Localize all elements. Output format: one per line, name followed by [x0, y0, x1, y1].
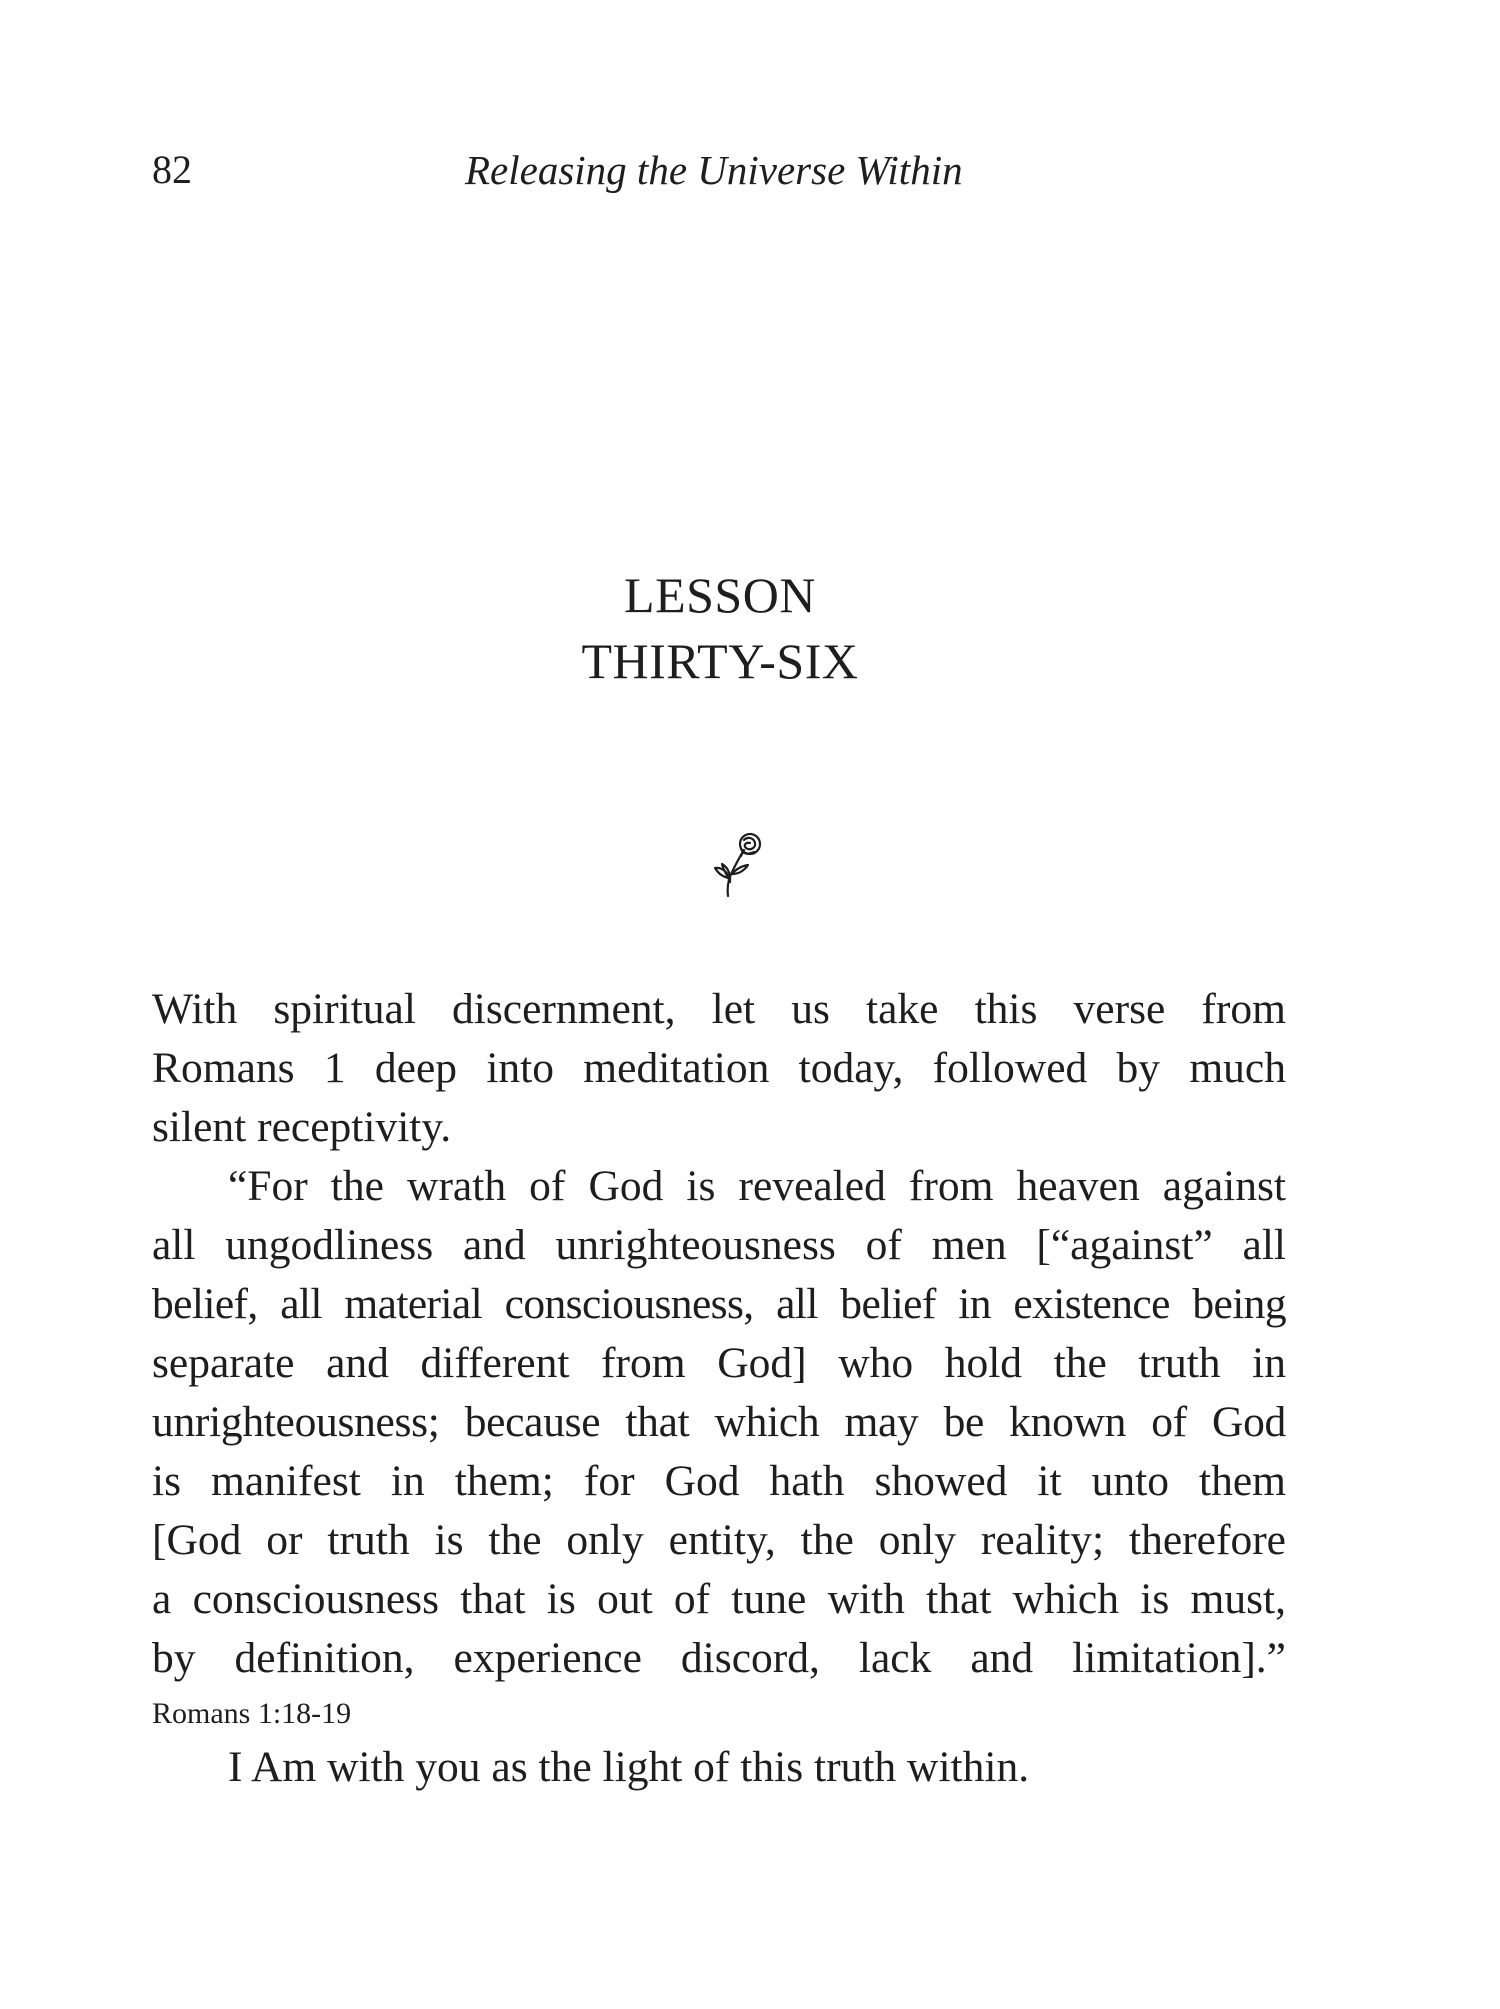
- body-text: [152, 980, 1286, 1797]
- text-line: all ungodliness and unrighteousness of men [“against” all: [152, 1221, 1286, 1269]
- closing-paragraph: I Am with you as the light of this truth within.: [228, 1743, 1030, 1791]
- text-line: is manifest in them; for God hath showed it unto them: [152, 1457, 1286, 1505]
- rose-icon: [708, 830, 768, 900]
- text-line: a consciousness that is out of tune with that which is must,: [152, 1575, 1286, 1623]
- text-line: separate and different from God] who hold the truth in: [152, 1339, 1286, 1387]
- quote-paragraph: [152, 1157, 1286, 1688]
- book-title: Releasing the Universe Within: [465, 147, 963, 193]
- lesson-heading-line-1: LESSON: [624, 567, 816, 623]
- text-line: [God or truth is the only entity, the only reality; therefore: [152, 1516, 1286, 1564]
- lesson-heading-line-2: THIRTY-SIX: [581, 633, 859, 689]
- text-line: by definition, experience discord, lack and limitation].”: [152, 1634, 1286, 1682]
- citation: Romans 1:18-19: [152, 1697, 352, 1730]
- text-line: belief, all material consciousness, all belief in existence being: [152, 1280, 1286, 1328]
- intro-paragraph: [152, 980, 1286, 1157]
- text-line: “For the wrath of God is revealed from heaven against: [228, 1162, 1286, 1210]
- text-line: unrighteousness; because that which may be known of God: [152, 1398, 1286, 1446]
- page-number: 82: [152, 147, 192, 192]
- running-head: [0, 140, 1500, 200]
- text-line: Romans 1 deep into meditation today, followed by much: [152, 1044, 1286, 1092]
- text-line: silent receptivity.: [152, 1103, 452, 1151]
- lesson-heading: [0, 562, 1440, 694]
- text-line: With spiritual discernment, let us take this verse from: [152, 985, 1286, 1033]
